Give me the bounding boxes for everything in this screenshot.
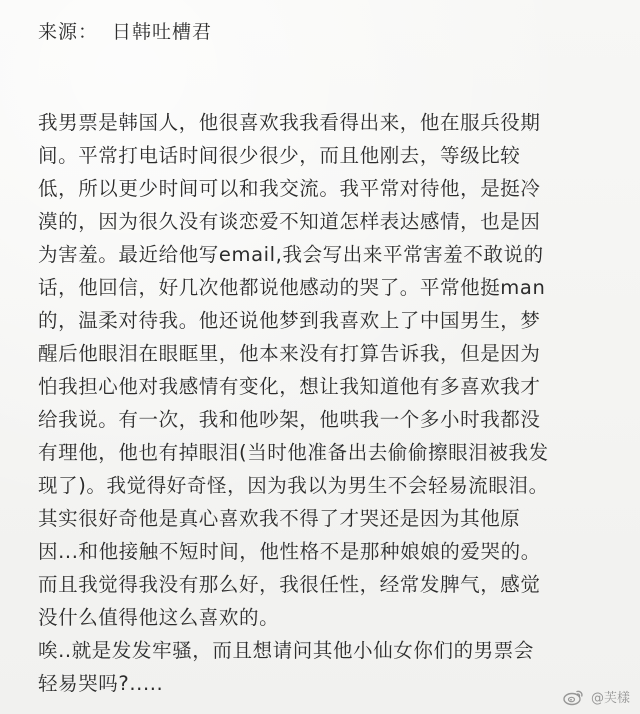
source-line	[38, 17, 212, 44]
post-line: 现了)。我觉得好奇怪，因为我以为男生不会轻易流眼泪。	[38, 474, 549, 497]
post-line: 有理他，他也有掉眼泪(当时他准备出去偷偷擦眼泪被我发	[38, 441, 549, 464]
post-line: 怕我担心他对我感情有变化，想让我知道他有多喜欢我才	[38, 375, 541, 398]
source-label: 来源：	[38, 21, 99, 43]
post-line: 话，他回信，好几次他都说他感动的哭了。平常他挺man	[38, 276, 546, 299]
post-line: 醒后他眼泪在眼眶里，他本来没有打算告诉我，但是因为	[38, 342, 541, 365]
post-line: 给我说。有一次，我和他吵架，他哄我一个多小时我都没	[38, 408, 541, 431]
post-line: 因...和他接触不短时间，他性格不是那种娘娘的爱哭的。	[38, 540, 541, 563]
post-line: 没什么值得他这么喜欢的。	[38, 606, 280, 629]
post-line: 我男票是韩国人，他很喜欢我我看得出来，他在服兵役期	[38, 111, 541, 134]
post-line: 漠的，因为很久没有谈恋爱不知道怎样表达感情，也是因	[38, 210, 541, 233]
post-line: 的，温柔对待我。他还说他梦到我喜欢上了中国男生，梦	[38, 309, 541, 332]
post-line: 而且我觉得我没有那么好，我很任性，经常发脾气，感觉	[38, 573, 541, 596]
watermark-text: @芙樣	[590, 691, 630, 706]
weibo-icon	[563, 688, 585, 706]
post-line: 其实很好奇他是真心喜欢我不得了才哭还是因为其他原	[38, 507, 521, 530]
source-name: 日韩吐槽君	[112, 21, 213, 43]
post-line: 低，所以更少时间可以和我交流。我平常对待他，是挺冷	[38, 177, 541, 200]
weibo-watermark	[563, 687, 630, 706]
post-line: 为害羞。最近给他写email,我会写出来平常害羞不敢说的	[38, 243, 544, 266]
post-body	[38, 106, 618, 700]
post-line: 轻易哭吗?.....	[38, 672, 164, 695]
post-line: 唉..就是发发牢骚，而且想请问其他小仙女你们的男票会	[38, 639, 534, 662]
post-line: 间。平常打电话时间很少很少，而且他刚去，等级比较	[38, 144, 521, 167]
